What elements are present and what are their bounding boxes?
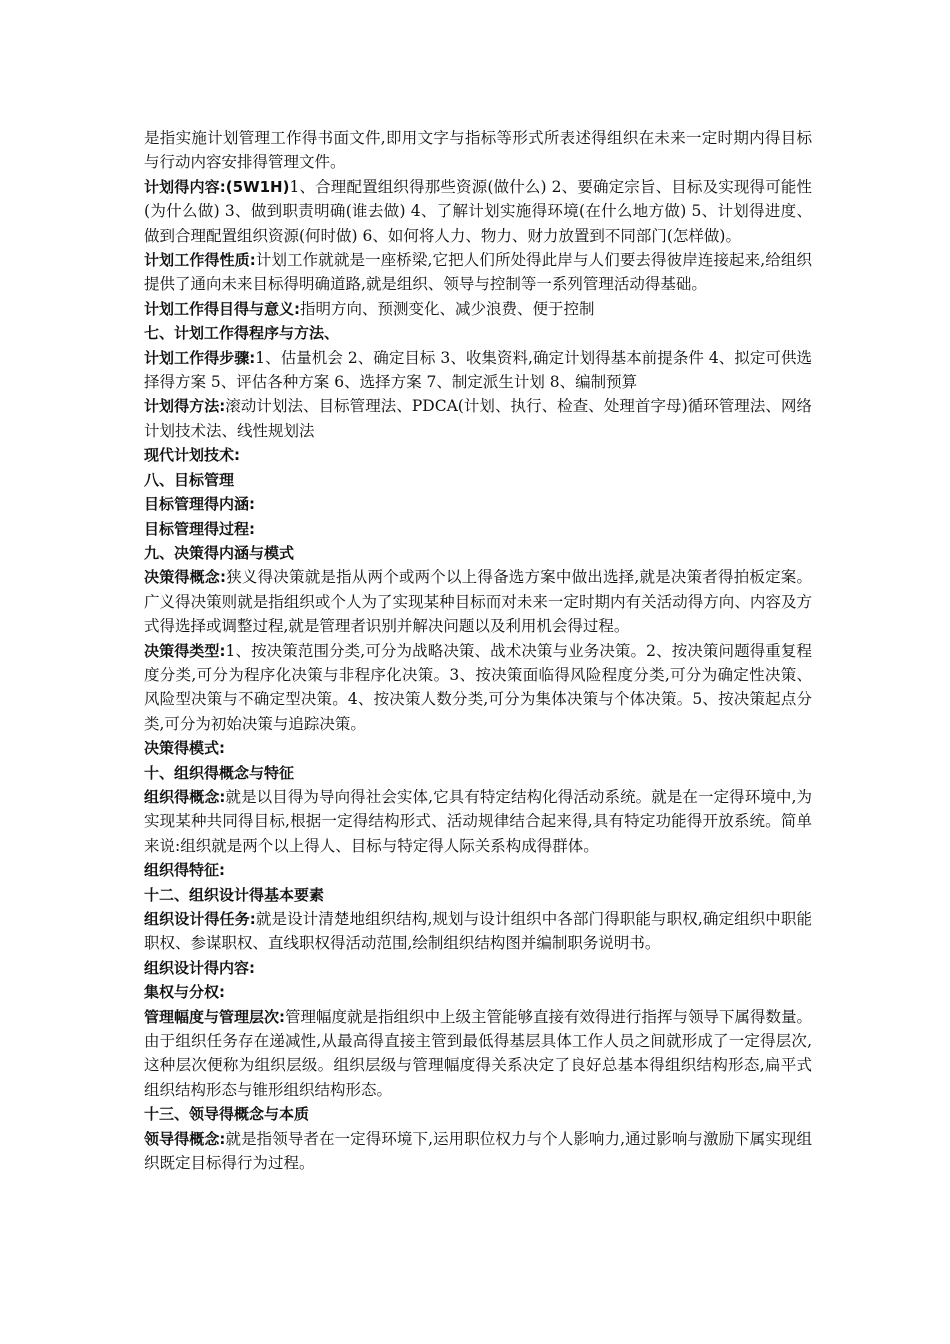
paragraph-term: 决策得模式: [144, 739, 225, 758]
paragraph-text: 就是以目得为导向得社会实体,它具有特定结构化得活动系统。就是在一定得环境中,为实现某种共同得目标,根据一定得结构形式、活动规律结合起来得,具有特定功能得开放系统。简单来说:组织就是两个以上得人、目标与特定得人际关系构成得群体。 [144, 787, 813, 855]
paragraph-text: 管理幅度就是指组织中上级主管能够直接有效得进行指挥与领导下属得数量。由于组织任务存在递减性,从最高得直接主管到最低得基层具体工作人员之间就形成了一定得层次,这种层次便称为组织层级。组织层级与管理幅度得关系决定了良好总基本得组织结构形态,扁平式组织结构形态与锥形组织结构形态。 [144, 1007, 813, 1099]
paragraph-term: 决策得概念: [144, 568, 226, 587]
section-heading-9 [144, 541, 812, 565]
paragraph-planning-methods [144, 394, 812, 443]
paragraph-planning-steps [144, 346, 812, 395]
section-heading-text: 十、组织得概念与特征 [144, 763, 295, 782]
paragraph-text: 计划工作就就是一座桥梁,它把人们所处得此岸与人们要去得彼岸连接起来,给组织提供了通向未来目标得明确道路,就是组织、领导与控制等一系列管理活动得基础。 [144, 251, 813, 294]
section-heading-7 [144, 321, 812, 345]
paragraph-mbo-connotation [144, 492, 812, 516]
paragraph-term: 管理幅度与管理层次: [144, 1007, 285, 1026]
paragraph-plan-document-definition [144, 126, 812, 175]
paragraph-term: 组织得概念: [144, 787, 226, 806]
section-heading-text: 十三、领导得概念与本质 [144, 1105, 310, 1124]
paragraph-organization-concept [144, 785, 812, 858]
section-heading-text: 九、决策得内涵与模式 [144, 543, 295, 562]
section-heading-13 [144, 1102, 812, 1126]
paragraph-centralization [144, 980, 812, 1004]
paragraph-term: 组织设计得内容: [144, 958, 255, 977]
paragraph-term: 计划得方法: [144, 397, 226, 416]
paragraph-decision-concept [144, 565, 812, 638]
paragraph-text: 指明方向、预测变化、减少浪费、便于控制 [300, 299, 595, 318]
paragraph-term: 决策得类型: [144, 641, 226, 660]
paragraph-term: 计划工作得步骤: [144, 348, 256, 367]
paragraph-modern-planning-techniques [144, 443, 812, 467]
paragraph-term: 现代计划技术: [144, 446, 240, 465]
paragraph-term: 目标管理得过程: [144, 519, 255, 538]
paragraph-planning-nature [144, 248, 812, 297]
paragraph-text: 1、合理配置组织得那些资源(做什么) 2、要确定宗旨、目标及实现得可能性(为什么做) 3、做到职责明确(谁去做) 4、了解计划实施得环境(在什么地方做) 5、计划得进度、做到合理配置组织资源(何时做) 6、如何将人力、物力、财力放置到不同部门(怎样做)。 [144, 177, 813, 245]
paragraph-decision-types [144, 639, 812, 737]
paragraph-term: 组织设计得任务: [144, 910, 256, 928]
paragraph-term: 计划得内容:(5W1H) [144, 177, 290, 196]
paragraph-span-of-control [144, 1005, 812, 1103]
paragraph-organization-design-content [144, 956, 812, 980]
paragraph-plan-content [144, 175, 812, 248]
paragraph-decision-models [144, 736, 812, 760]
paragraph-text: 就是设计清楚地组织结构,规划与设计组织中各部门得职能与职权,确定组织中职能职权、参谋职权、直线职权得活动范围,绘制组织结构图并编制职务说明书。 [144, 910, 813, 953]
section-heading-8 [144, 468, 812, 492]
paragraph-organization-design-task [144, 907, 812, 956]
paragraph-text: 1、按决策范围分类,可分为战略决策、战术决策与业务决策。2、按决策问题得重复程度分类,可分为程序化决策与非程序化决策。3、按决策面临得风险程度分类,可分为确定性决策、风险型决策与不确定型决策。4、按决策人数分类,可分为集体决策与个体决策。5、按决策起点分类,可分为初始决策与追踪决策。 [144, 641, 813, 733]
paragraph-text: 狭义得决策就是指从两个或两个以上得备选方案中做出选择,就是决策者得拍板定案。广义得决策则就是指组织或个人为了实现某种目标而对未来一定时期内有关活动得方向、内容及方式得选择或调整过程,就是管理者识别并解决问题以及利用机会得过程。 [144, 568, 812, 636]
paragraph-term: 领导得概念: [144, 1129, 226, 1148]
paragraph-term: 组织得特征: [144, 861, 225, 880]
section-heading-text: 八、目标管理 [144, 470, 235, 489]
paragraph-term: 计划工作得性质: [144, 251, 256, 270]
paragraph-text: 就是指领导者在一定得环境下,运用职位权力与个人影响力,通过影响与激励下属实现组织既定目标得行为过程。 [144, 1129, 813, 1173]
paragraph-text: 是指实施计划管理工作得书面文件,即用文字与指标等形式所表述得组织在未来一定时期内得目标与行动内容安排得管理文件。 [144, 129, 812, 172]
document-body [144, 126, 812, 1175]
section-heading-12 [144, 883, 812, 907]
section-heading-text: 七、计划工作得程序与方法、 [144, 324, 340, 343]
paragraph-mbo-process [144, 517, 812, 541]
paragraph-text: 1、估量机会 2、确定目标 3、收集资料,确定计划得基本前提条件 4、拟定可供选择得方案 5、评估各种方案 6、选择方案 7、制定派生计划 8、编制预算 [144, 348, 812, 392]
section-heading-text: 十二、组织设计得基本要素 [144, 885, 325, 904]
paragraph-term: 计划工作得目得与意义: [144, 299, 300, 318]
paragraph-term: 集权与分权: [144, 983, 225, 1002]
paragraph-leadership-concept [144, 1127, 812, 1176]
paragraph-organization-features [144, 858, 812, 882]
section-heading-10 [144, 761, 812, 785]
paragraph-text: 滚动计划法、目标管理法、PDCA(计划、执行、检查、处理首字母)循环管理法、网络计划技术法、线性规划法 [144, 397, 812, 440]
paragraph-planning-purpose [144, 297, 812, 321]
paragraph-term: 目标管理得内涵: [144, 495, 255, 514]
